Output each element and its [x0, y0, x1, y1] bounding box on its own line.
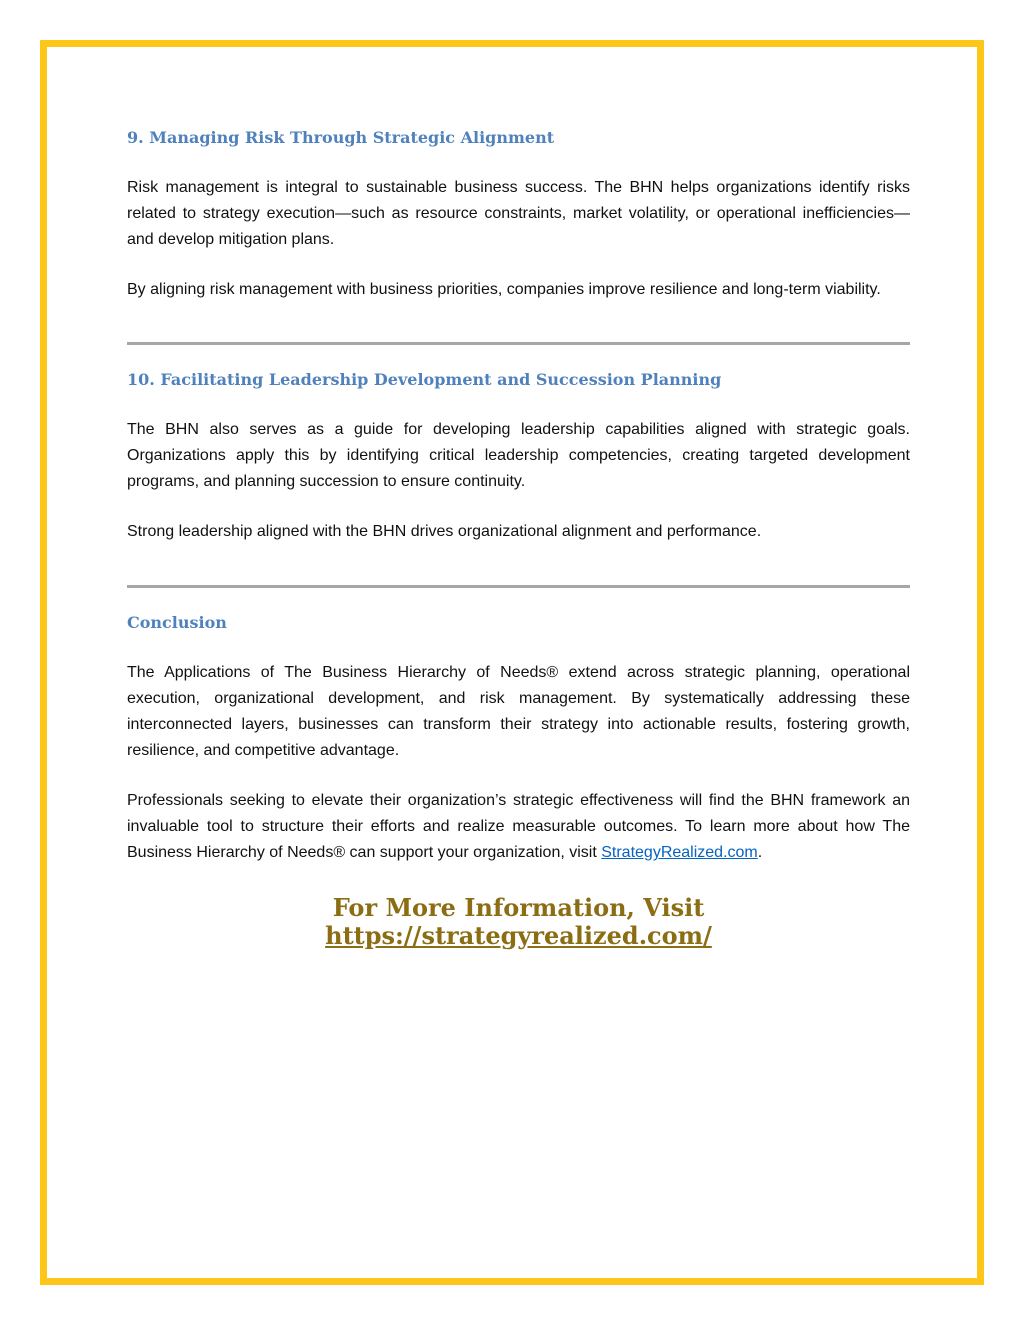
paragraph: The BHN also serves as a guide for developing leadership capabilities aligned with strategic goals. Organizations apply this by identifying critical leadership competencies, creating targeted development programs, and planning succession to ensure continuity.	[127, 421, 910, 490]
paragraph-text-end: .	[757, 844, 763, 861]
paragraph-text: Professionals seeking to elevate their organization’s strategic effectiveness will find the BHN framework an invaluable tool to structure their efforts and realize measurable outcomes. To learn more about how The Business Hierarchy of Needs® can support your organization, visit	[127, 792, 910, 861]
section-heading: 10. Facilitating Leadership Development and Succession Planning	[127, 370, 722, 389]
paragraph: By aligning risk management with business priorities, companies improve resilience and long-term viability.	[127, 281, 881, 298]
section-heading: 9. Managing Risk Through Strategic Alignment	[127, 128, 555, 147]
cta-url-link[interactable]: https://strategyrealized.com/	[325, 921, 712, 950]
paragraph-with-link	[127, 788, 910, 866]
page-frame	[40, 40, 984, 1285]
section-conclusion	[127, 612, 910, 866]
paragraph: Risk management is integral to sustainable business success. The BHN helps organizations identify risks related to strategy execution—such as resource constraints, market volatility, or operational inefficiencies—and develop mitigation plans.	[127, 179, 910, 248]
cta-line: For More Information, Visit	[332, 893, 705, 922]
cta-block	[127, 894, 910, 950]
paragraph: The Applications of The Business Hierarchy of Needs® extend across strategic planning, operational execution, organizational development, and risk management. By systematically addressing these interconnected layers, businesses can transform their strategy into actionable results, fostering growth, resilience, and competitive advantage.	[127, 664, 910, 759]
page-content	[127, 127, 910, 950]
section-divider	[127, 342, 910, 345]
section-leadership-development	[127, 369, 910, 545]
section-managing-risk	[127, 127, 910, 303]
paragraph: Strong leadership aligned with the BHN drives organizational alignment and performance.	[127, 523, 762, 540]
section-heading: Conclusion	[127, 613, 227, 632]
section-divider	[127, 585, 910, 588]
strategyrealized-link[interactable]: StrategyRealized.com	[601, 844, 758, 861]
